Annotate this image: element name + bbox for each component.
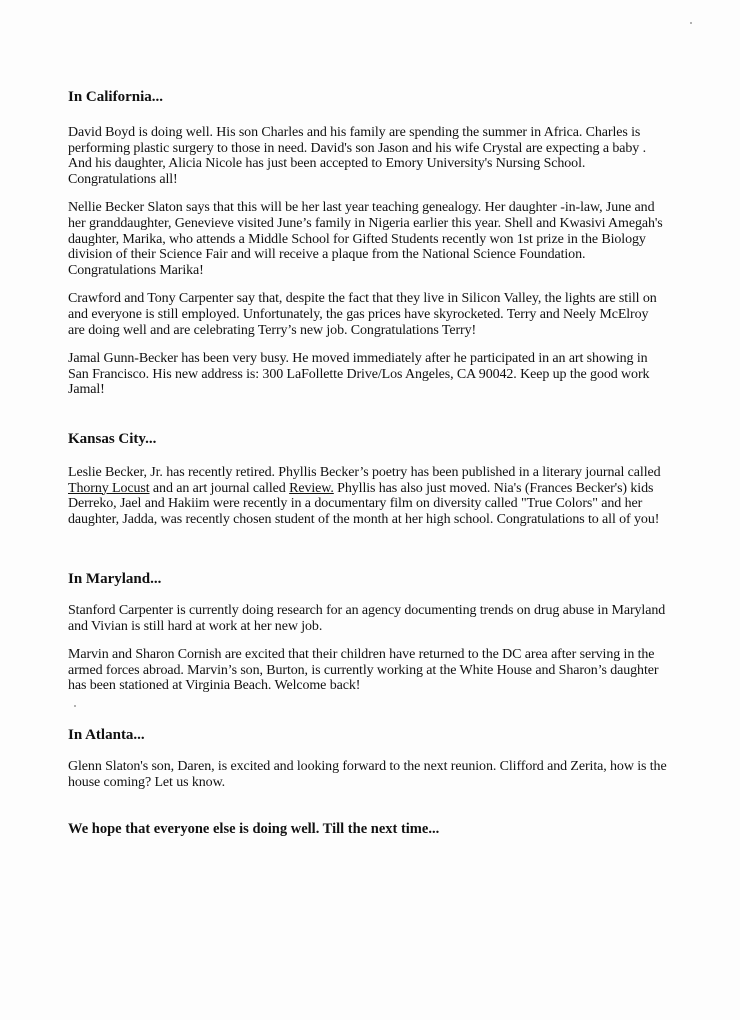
- scan-speck: [690, 22, 692, 24]
- paragraph-leslie-becker-part3: Phyllis has also just moved. Nia's (Frances Becker's) kids Derreko, Jael and Hakiim were recently in a documentary film on diversity called "True Colors" and her daughter, Jadda, was recently chosen student of the month at her high school. Congratulations to all of you!: [68, 480, 660, 527]
- section-heading-maryland: In Maryland...: [68, 571, 162, 587]
- journal-title-review: Review.: [289, 480, 334, 496]
- paragraph-marvin-sharon-cornish: Marvin and Sharon Cornish are excited that their children have returned to the DC area after serving in the armed forces abroad. Marvin’s son, Burton, is currently working at the White House and Sharon’s daughter has been stationed at Virginia Beach. Welcome back!: [68, 647, 659, 694]
- paragraph-jamal-gunn-becker: Jamal Gunn-Becker has been very busy. He moved immediately after he participated in an art showing in San Francisco. His new address is: 300 LaFollette Drive/Los Angeles, CA 90042. Keep up the good work Jamal!: [68, 351, 650, 398]
- section-heading-atlanta: In Atlanta...: [68, 727, 145, 743]
- paragraph-david-boyd: David Boyd is doing well. His son Charles and his family are spending the summer in Africa. Charles is performing plastic surgery to those in need. David's son Jason and his wife Crystal are expecting a baby . And his daughter, Alicia Nicole has just been accepted to Emory University's Nursing School. Congratulations all!: [68, 125, 646, 187]
- section-heading-kansas-city: Kansas City...: [68, 431, 157, 447]
- paragraph-nellie-becker-slaton: Nellie Becker Slaton says that this will be her last year teaching genealogy. Her daughter -in-law, June and her granddaughter, Genevieve visited June’s family in Nigeria earlier this year. Shell and Kwasivi Amegah's daughter, Marika, who attends a Middle School for Gifted Students recently won 1st prize in the Biology division of their Science Fair and will receive a plaque from the National Science Foundation. Congratulations Marika!: [68, 200, 663, 278]
- paragraph-leslie-becker-part1: Leslie Becker, Jr. has recently retired. Phyllis Becker’s poetry has been published in a literary journal called: [68, 465, 661, 480]
- paragraph-leslie-becker: [68, 465, 668, 527]
- section-heading-california: In California...: [68, 89, 164, 105]
- scan-speck: [74, 705, 76, 707]
- paragraph-glenn-slaton: Glenn Slaton's son, Daren, is excited and looking forward to the next reunion. Clifford and Zerita, how is the house coming? Let us know.: [68, 759, 667, 790]
- section-atlanta: [68, 726, 668, 790]
- closing-line: We hope that everyone else is doing well. Till the next time...: [68, 821, 440, 837]
- paragraph-crawford-tony-carpenter: Crawford and Tony Carpenter say that, despite the fact that they live in Silicon Valley, the lights are still on and everyone is still employed. Unfortunately, the gas prices have skyrocketed. Terry and Neely McElroy are doing well and are celebrating Terry’s new job. Congratulations Terry!: [68, 291, 657, 338]
- section-kansas-city: [68, 430, 668, 527]
- paragraph-leslie-becker-part2: and an art journal called: [149, 480, 290, 496]
- section-california: [68, 88, 668, 398]
- section-maryland: [68, 570, 668, 694]
- paragraph-stanford-carpenter: Stanford Carpenter is currently doing research for an agency documenting trends on drug abuse in Maryland and Vivian is still hard at work at her new job.: [68, 603, 666, 634]
- journal-title-thorny-locust: Thorny Locust: [68, 480, 150, 496]
